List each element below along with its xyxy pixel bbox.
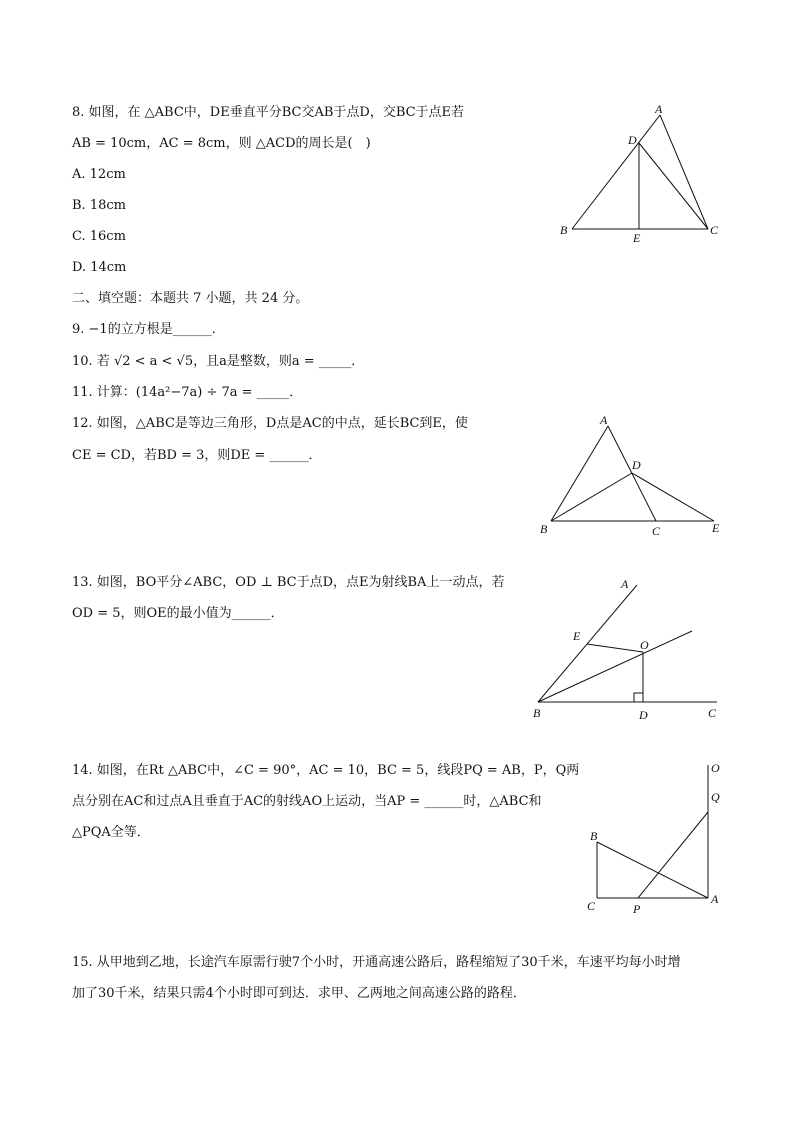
q13-angle-diagram bbox=[525, 570, 730, 725]
q13-label-e: E bbox=[573, 629, 581, 643]
q13-ray-bo bbox=[538, 631, 692, 702]
q14-label-b: B bbox=[590, 829, 598, 843]
q8-segment-ac bbox=[660, 115, 708, 229]
q8-label-d: D bbox=[628, 133, 637, 147]
q12-triangle-diagram bbox=[530, 408, 730, 543]
q12-segment-ba bbox=[551, 426, 608, 521]
q13-right-angle-mark bbox=[634, 693, 643, 702]
q14-label-p: P bbox=[633, 902, 641, 916]
q14-label-o: O bbox=[711, 761, 720, 775]
q8-label-a: A bbox=[655, 102, 663, 116]
q13-stem-line2: OD = 5，则OE的最小值为______． bbox=[72, 606, 284, 621]
q14-stem-line2: 点分别在AC和过点A且垂直于AC的射线AO上运动，当AP = ______时，△ABC和 bbox=[72, 794, 542, 809]
q13-label-c: C bbox=[708, 706, 717, 720]
q8-label-b: B bbox=[560, 223, 568, 237]
q8-stem-line2: AB = 10cm，AC = 8cm，则 △ACD的周长是( ) bbox=[72, 136, 371, 151]
q8-option-a: A. 12cm bbox=[72, 167, 126, 182]
q11-stem: 11. 计算：(14a²−7a) ÷ 7a = _____． bbox=[72, 385, 303, 400]
q8-option-d: D. 14cm bbox=[72, 260, 127, 275]
q14-label-c: C bbox=[587, 899, 596, 913]
q12-stem-line1: 12. 如图，△ABC是等边三角形，D点是AC的中点，延长BC到E，使 bbox=[72, 416, 468, 431]
q8-label-c: C bbox=[710, 223, 719, 237]
q14-label-a: A bbox=[711, 892, 719, 906]
q8-option-c: C. 16cm bbox=[72, 229, 126, 244]
q14-stem-line3: △PQA全等． bbox=[72, 825, 150, 840]
q14-stem-line1: 14. 如图，在Rt △ABC中，∠C = 90°，AC = 10，BC = 5，线段PQ = AB，P，Q两 bbox=[72, 763, 580, 778]
q15-stem-line1: 15. 从甲地到乙地，长途汽车原需行驶7个小时，开通高速公路后，路程缩短了30千米，车速平均每小时增 bbox=[72, 955, 681, 970]
q12-stem-line2: CE = CD，若BD = 3，则DE = ______． bbox=[72, 448, 322, 463]
q13-ray-ba bbox=[538, 585, 637, 702]
q13-label-b: B bbox=[533, 706, 541, 720]
q12-label-d: D bbox=[632, 458, 641, 472]
q8-segment-dc bbox=[639, 143, 708, 229]
q12-segment-bd bbox=[551, 473, 632, 521]
q12-label-b: B bbox=[540, 522, 548, 536]
q8-option-b: B. 18cm bbox=[72, 198, 126, 213]
q8-stem-line1: 8. 如图，在 △ABC中，DE垂直平分BC交AB于点D，交BC于点E若 bbox=[72, 105, 465, 120]
q13-label-a: A bbox=[621, 577, 629, 591]
q12-label-c: C bbox=[652, 524, 661, 538]
q14-segment-pq bbox=[638, 812, 708, 898]
section-heading-fill-in: 二、填空题：本题共 7 小题，共 24 分。 bbox=[72, 291, 309, 306]
q13-segment-eo bbox=[587, 644, 643, 652]
q15-stem-line2: 加了30千米，结果只需4个小时即可到达．求甲、乙两地之间高速公路的路程． bbox=[72, 986, 526, 1001]
q10-stem: 10. 若 √2 < a < √5，且a是整数，则a = _____． bbox=[72, 354, 365, 369]
q13-label-d: D bbox=[639, 708, 648, 722]
q12-label-e: E bbox=[712, 521, 720, 535]
q14-triangle-diagram bbox=[580, 755, 730, 920]
q8-label-e: E bbox=[633, 231, 641, 245]
q13-label-o: O bbox=[640, 638, 649, 652]
q8-triangle-diagram bbox=[550, 100, 730, 250]
q14-segment-ba bbox=[597, 842, 708, 898]
q8-segment-ba bbox=[572, 115, 660, 229]
q9-stem: 9. −1的立方根是______． bbox=[72, 322, 225, 337]
q13-stem-line1: 13. 如图，BO平分∠ABC，OD ⊥ BC于点D，点E为射线BA上一动点，若 bbox=[72, 575, 505, 590]
q12-label-a: A bbox=[600, 413, 608, 427]
q14-label-q: Q bbox=[711, 790, 720, 804]
